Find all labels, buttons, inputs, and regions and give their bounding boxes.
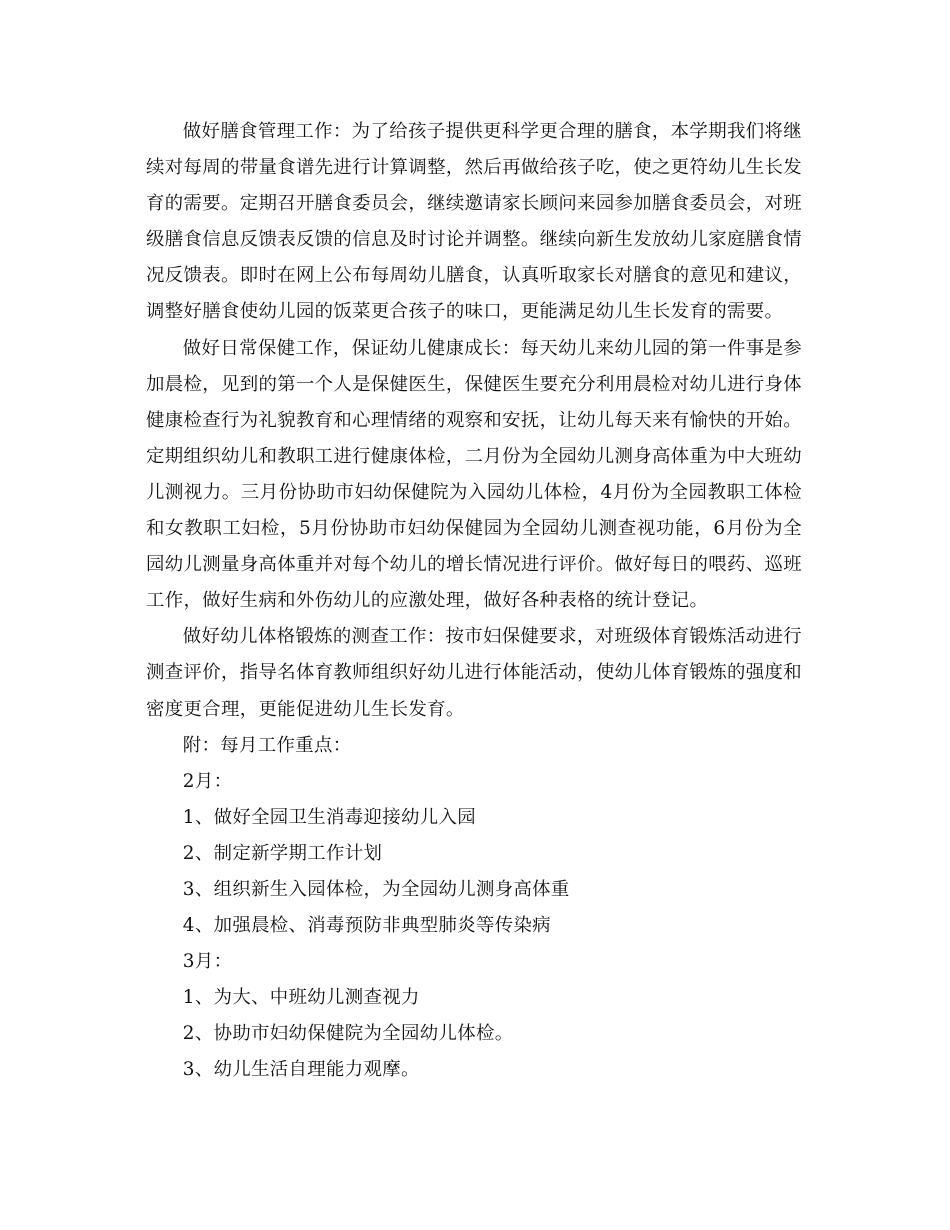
list-item: 1、为大、中班幼儿测查视力 [182,987,420,1009]
list-item: 4、加强晨检、消毒预防非典型肺炎等传染病 [182,915,551,937]
list-item: 3、幼儿生活自理能力观摩。 [182,1059,420,1081]
february-heading: 2月： [182,770,233,792]
paragraph-physical-exercise: 做好幼儿体格锻炼的测查工作：按市妇保健要求，对班级体育锻炼活动进行测查评价，指导名体育教师组织好幼儿进行体能活动，使幼儿体育锻炼的强度和密度更合理，更能促进幼儿生长发育。 [146,626,802,720]
document-body [146,114,802,1089]
appendix-title: 附：每月工作重点： [182,734,352,756]
list-item: 2、制定新学期工作计划 [182,842,383,864]
paragraph-diet-management: 做好膳食管理工作：为了给孩子提供更科学更合理的膳食，本学期我们将继续对每周的带量食谱先进行计算调整，然后再做给孩子吃，使之更符幼儿生长发育的需要。定期召开膳食委员会，继续邀请家长顾问来园参加膳食委员会，对班级膳食信息反馈表反馈的信息及时讨论并调整。继续向新生发放幼儿家庭膳食情况反馈表。即时在网上公布每周幼儿膳食，认真听取家长对膳食的意见和建议，调整好膳食使幼儿园的饭菜更合孩子的味口，更能满足幼儿生长发育的需要。 [146,121,802,323]
list-item: 3、组织新生入园体检，为全园幼儿测身高体重 [182,878,570,900]
march-heading: 3月： [182,951,233,973]
list-item: 1、做好全园卫生消毒迎接幼儿入园 [182,806,476,828]
list-item: 2、协助市妇幼保健院为全园幼儿体检。 [182,1023,514,1045]
paragraph-daily-health-care: 做好日常保健工作，保证幼儿健康成长：每天幼儿来幼儿园的第一件事是参加晨检，见到的第一个人是保健医生，保健医生要充分利用晨检对幼儿进行身体健康检查行为礼貌教育和心理情绪的观察和安抚，让幼儿每天来有愉快的开始。定期组织幼儿和教职工进行健康体检，二月份为全园幼儿测身高体重为中大班幼儿测视力。三月份协助市妇幼保健院为入园幼儿体检，4月份为全园教职工体检和女教职工妇检，5月份协助市妇幼保健园为全园幼儿测查视功能，6月份为全园幼儿测量身高体重并对每个幼儿的增长情况进行评价。做好每日的喂药、巡班工作，做好生病和外伤幼儿的应激处理，做好各种表格的统计登记。 [146,337,802,612]
